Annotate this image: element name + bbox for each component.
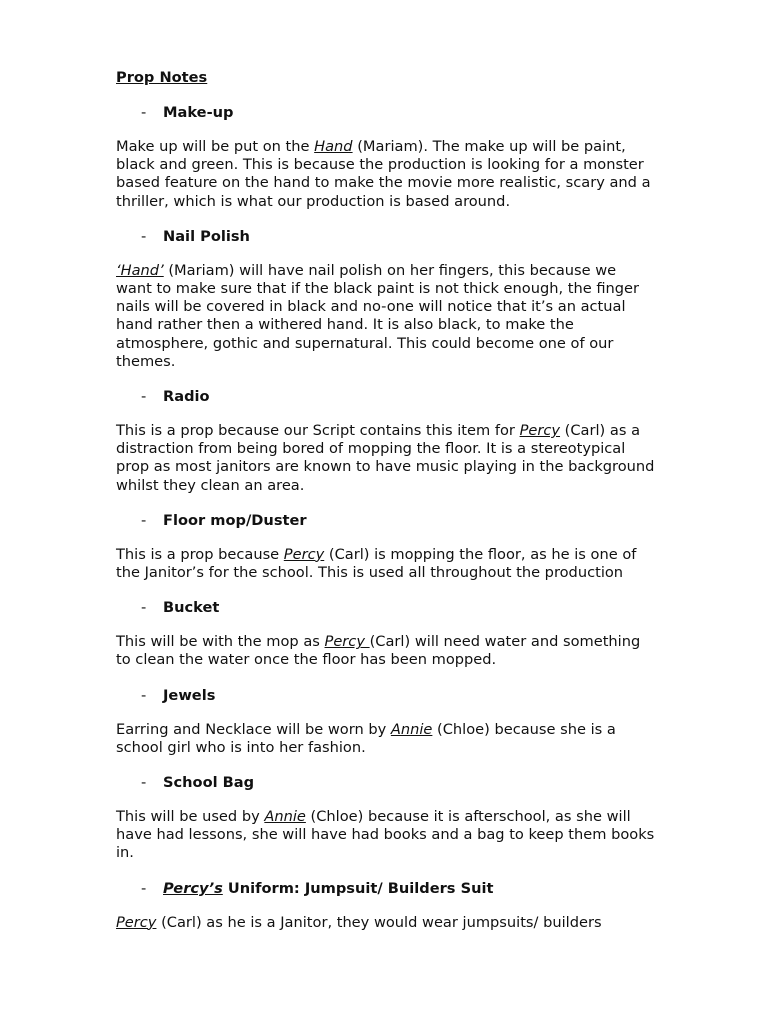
paragraph-text: Earring and Necklace will be worn by	[116, 720, 391, 738]
section-heading	[116, 511, 656, 530]
paragraph-text: (Carl) will need water and something to clean the water once the floor has been mopped.	[116, 633, 641, 669]
bullet-dash: -	[141, 774, 147, 792]
section-paragraph	[116, 633, 656, 669]
section-heading-label: Bucket	[163, 599, 220, 617]
section-heading	[116, 598, 656, 617]
paragraph-text: (Chloe) because she is a school girl who is into her fashion.	[116, 720, 616, 756]
section-heading	[116, 387, 656, 406]
paragraph-text: This is a prop because	[116, 545, 284, 563]
paragraph-text: (Carl) as a distraction from being bored of mopping the floor. It is a stereotypical prop as most janitors are known to have music playing in the background whilst they clean an area.	[116, 422, 655, 494]
section-paragraph	[116, 546, 656, 582]
heading-emphasis: Percy’s	[163, 879, 223, 897]
bullet-dash: -	[141, 879, 147, 897]
section-heading	[116, 773, 656, 792]
paragraph-text: This will be with the mop as	[116, 633, 325, 651]
paragraph-text: (Mariam). The make up will be paint, black and green. This is because the production is looking for a monster based feature on the hand to make the movie more realistic, scary and a thriller, which is what our production is based around.	[116, 138, 651, 210]
paragraph-emphasis: Percy	[116, 913, 157, 931]
bullet-dash: -	[141, 227, 147, 245]
paragraph-text: (Carl) is mopping the floor, as he is one of the Janitor’s for the school. This is used all throughout the production	[116, 545, 637, 582]
section-paragraph	[116, 808, 656, 863]
bullet-dash: -	[141, 599, 147, 617]
section-heading-label: Nail Polish	[163, 227, 250, 245]
section-heading	[116, 879, 656, 898]
paragraph-emphasis: Percy	[324, 633, 370, 651]
section-heading-label: Radio	[163, 388, 210, 406]
paragraph-emphasis: Annie	[390, 720, 433, 738]
paragraph-text: (Mariam) will have nail polish on her fingers, this because we want to make sure that if the black paint is not thick enough, the finger nails will be covered in black and no-one will notice that it’s an actual hand rather then a withered hand. It is also black, to make the atmosphere, gothic and supernatural. This could become one of our themes.	[116, 261, 640, 370]
sections-container	[116, 103, 656, 932]
paragraph-text: Make up will be put on the	[116, 138, 315, 155]
document-page	[116, 68, 656, 932]
section-heading-label: School Bag	[163, 774, 255, 792]
paragraph-emphasis: Annie	[264, 808, 306, 826]
section-heading	[116, 103, 656, 122]
section-heading-label: Make-up	[163, 104, 234, 121]
section-paragraph	[116, 721, 656, 757]
section-paragraph	[116, 138, 656, 211]
bullet-dash: -	[141, 686, 147, 704]
document-title: Prop Notes	[116, 69, 208, 86]
bullet-dash: -	[141, 104, 147, 121]
section-paragraph	[116, 914, 656, 932]
bullet-dash: -	[141, 388, 147, 406]
paragraph-emphasis: Percy	[519, 422, 561, 440]
paragraph-text: This is a prop because our Script contains this item for	[116, 422, 520, 440]
paragraph-text: (Carl) as he is a Janitor, they would wear jumpsuits/ builders	[156, 913, 602, 931]
section-heading-label: Jewels	[163, 686, 216, 704]
section-heading-label	[163, 879, 493, 898]
paragraph-emphasis: ‘Hand’	[116, 261, 164, 279]
paragraph-text: This will be used by	[116, 808, 265, 826]
section-heading	[116, 686, 656, 705]
section-heading-label: Floor mop/Duster	[163, 511, 307, 529]
paragraph-emphasis: Hand	[314, 138, 353, 155]
section-paragraph	[116, 422, 656, 495]
paragraph-emphasis: Percy	[283, 545, 325, 563]
paragraph-text: (Chloe) because it is afterschool, as she will have had lessons, she will have had books and a bag to keep them books in.	[116, 808, 655, 862]
section-heading	[116, 227, 656, 246]
heading-text: Uniform: Jumpsuit/ Builders Suit	[222, 879, 494, 897]
section-paragraph	[116, 262, 656, 371]
bullet-dash: -	[141, 511, 147, 529]
